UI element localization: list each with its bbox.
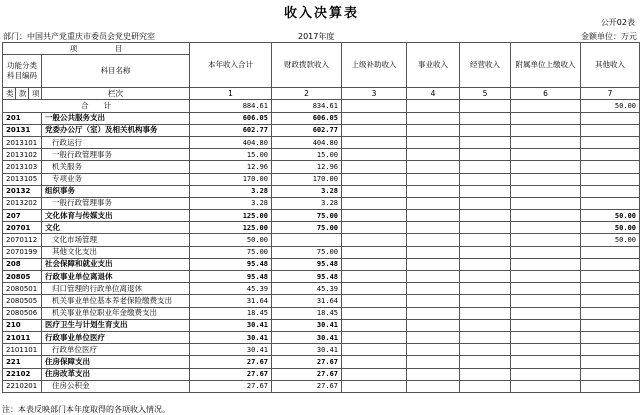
col-header-6: 附属单位上缴收入 bbox=[511, 43, 581, 88]
row-v6 bbox=[511, 222, 581, 234]
row-v2: 606.05 bbox=[272, 112, 342, 124]
row-v6 bbox=[511, 197, 581, 209]
row-v5 bbox=[460, 173, 511, 185]
row-v2: 30.41 bbox=[272, 331, 342, 343]
col-num: 3 bbox=[342, 88, 407, 100]
total-v2: 834.61 bbox=[272, 100, 342, 112]
row-v7: 50.00 bbox=[581, 210, 640, 222]
row-name: 机关事业单位基本养老保险缴费支出 bbox=[42, 295, 190, 307]
row-code: 2070199 bbox=[3, 246, 42, 258]
header-row-item bbox=[3, 43, 640, 55]
table-row bbox=[3, 368, 640, 380]
row-name: 医疗卫生与计划生育支出 bbox=[42, 319, 190, 331]
row-v4 bbox=[407, 319, 460, 331]
row-v7 bbox=[581, 331, 640, 343]
row-v2: 31.64 bbox=[272, 295, 342, 307]
row-v7 bbox=[581, 319, 640, 331]
total-v6 bbox=[511, 100, 581, 112]
row-v2: 15.00 bbox=[272, 149, 342, 161]
row-v1: 50.00 bbox=[190, 234, 272, 246]
table-row bbox=[3, 246, 640, 258]
row-v4 bbox=[407, 344, 460, 356]
row-v7 bbox=[581, 246, 640, 258]
row-v5 bbox=[460, 149, 511, 161]
row-v4 bbox=[407, 283, 460, 295]
table-row bbox=[3, 295, 640, 307]
row-v1: 404.80 bbox=[190, 136, 272, 148]
row-code: 2013103 bbox=[3, 161, 42, 173]
row-name: 专项业务 bbox=[42, 173, 190, 185]
row-v5 bbox=[460, 246, 511, 258]
row-v7 bbox=[581, 185, 640, 197]
row-v3 bbox=[342, 112, 407, 124]
row-v1: 95.48 bbox=[190, 271, 272, 283]
row-name: 党委办公厅（室）及相关机构事务 bbox=[42, 124, 190, 136]
row-v7 bbox=[581, 307, 640, 319]
row-v5 bbox=[460, 380, 511, 392]
table-row bbox=[3, 112, 640, 124]
row-v6 bbox=[511, 136, 581, 148]
row-v4 bbox=[407, 161, 460, 173]
row-v6 bbox=[511, 295, 581, 307]
amount-unit: 金额单位：万元 bbox=[581, 32, 637, 41]
row-v2: 27.67 bbox=[272, 380, 342, 392]
row-v4 bbox=[407, 222, 460, 234]
department-label: 部门：中国共产党重庆市委员会党史研究室 bbox=[3, 32, 155, 41]
row-name: 一般公共服务支出 bbox=[42, 112, 190, 124]
total-v4 bbox=[407, 100, 460, 112]
table-row bbox=[3, 149, 640, 161]
row-v4 bbox=[407, 246, 460, 258]
row-v1: 12.96 bbox=[190, 161, 272, 173]
func-code-header: 功能分类科目编码 bbox=[3, 55, 42, 88]
col-num: 1 bbox=[190, 88, 272, 100]
row-v6 bbox=[511, 283, 581, 295]
row-v5 bbox=[460, 307, 511, 319]
row-name: 住房保障支出 bbox=[42, 356, 190, 368]
row-v7 bbox=[581, 136, 640, 148]
row-v5 bbox=[460, 197, 511, 209]
fiscal-year: 2017年度 bbox=[298, 32, 335, 41]
row-v6 bbox=[511, 271, 581, 283]
row-v6 bbox=[511, 161, 581, 173]
row-v3 bbox=[342, 331, 407, 343]
row-v4 bbox=[407, 197, 460, 209]
row-name: 行政单位医疗 bbox=[42, 344, 190, 356]
row-v3 bbox=[342, 271, 407, 283]
row-v2: 404.80 bbox=[272, 136, 342, 148]
row-v6 bbox=[511, 368, 581, 380]
table-row bbox=[3, 222, 640, 234]
row-v1: 606.05 bbox=[190, 112, 272, 124]
col-header-2: 财政拨款收入 bbox=[272, 43, 342, 88]
table-row bbox=[3, 124, 640, 136]
row-v2: 12.96 bbox=[272, 161, 342, 173]
row-v7 bbox=[581, 197, 640, 209]
row-v5 bbox=[460, 356, 511, 368]
row-v3 bbox=[342, 307, 407, 319]
row-code: 221 bbox=[3, 356, 42, 368]
row-v3 bbox=[342, 258, 407, 270]
row-v1: 125.00 bbox=[190, 222, 272, 234]
row-v6 bbox=[511, 307, 581, 319]
row-v2: 75.00 bbox=[272, 246, 342, 258]
kuan-header: 款 bbox=[16, 88, 29, 100]
table-row bbox=[3, 210, 640, 222]
row-v1: 31.64 bbox=[190, 295, 272, 307]
row-v1: 125.00 bbox=[190, 210, 272, 222]
row-v5 bbox=[460, 271, 511, 283]
table-row bbox=[3, 356, 640, 368]
row-code: 2080505 bbox=[3, 295, 42, 307]
row-v1: 15.00 bbox=[190, 149, 272, 161]
table-row bbox=[3, 283, 640, 295]
row-name: 社会保障和就业支出 bbox=[42, 258, 190, 270]
row-v2: 3.28 bbox=[272, 185, 342, 197]
row-v6 bbox=[511, 331, 581, 343]
lei-header: 类 bbox=[3, 88, 16, 100]
row-v4 bbox=[407, 307, 460, 319]
row-v7 bbox=[581, 173, 640, 185]
row-code: 2080506 bbox=[3, 307, 42, 319]
total-v3 bbox=[342, 100, 407, 112]
row-v5 bbox=[460, 112, 511, 124]
form-number: 公开02表 bbox=[600, 18, 635, 27]
row-v3 bbox=[342, 173, 407, 185]
table-row bbox=[3, 258, 640, 270]
row-code: 2013102 bbox=[3, 149, 42, 161]
row-code: 20132 bbox=[3, 185, 42, 197]
table-row bbox=[3, 319, 640, 331]
row-v1: 30.41 bbox=[190, 331, 272, 343]
total-v1: 884.61 bbox=[190, 100, 272, 112]
row-v2: 95.48 bbox=[272, 271, 342, 283]
row-v5 bbox=[460, 136, 511, 148]
row-v5 bbox=[460, 258, 511, 270]
row-v5 bbox=[460, 344, 511, 356]
row-v6 bbox=[511, 319, 581, 331]
row-name: 其他文化支出 bbox=[42, 246, 190, 258]
row-code: 2013101 bbox=[3, 136, 42, 148]
row-name: 一般行政管理事务 bbox=[42, 197, 190, 209]
row-v3 bbox=[342, 185, 407, 197]
row-v4 bbox=[407, 185, 460, 197]
row-v6 bbox=[511, 234, 581, 246]
row-code: 2013202 bbox=[3, 197, 42, 209]
row-v4 bbox=[407, 112, 460, 124]
row-v1: 3.28 bbox=[190, 197, 272, 209]
col-num: 5 bbox=[460, 88, 511, 100]
row-v6 bbox=[511, 185, 581, 197]
row-v6 bbox=[511, 258, 581, 270]
row-v5 bbox=[460, 210, 511, 222]
row-v3 bbox=[342, 295, 407, 307]
row-v2: 30.41 bbox=[272, 319, 342, 331]
row-name: 归口管理的行政单位离退休 bbox=[42, 283, 190, 295]
table-row bbox=[3, 307, 640, 319]
row-v4 bbox=[407, 173, 460, 185]
row-v1: 30.41 bbox=[190, 344, 272, 356]
row-name: 文化 bbox=[42, 222, 190, 234]
row-code: 210 bbox=[3, 319, 42, 331]
row-code: 2013105 bbox=[3, 173, 42, 185]
total-v5 bbox=[460, 100, 511, 112]
row-v6 bbox=[511, 344, 581, 356]
table-row bbox=[3, 344, 640, 356]
row-v2: 30.41 bbox=[272, 344, 342, 356]
row-name: 文化体育与传媒支出 bbox=[42, 210, 190, 222]
row-v3 bbox=[342, 124, 407, 136]
row-code: 207 bbox=[3, 210, 42, 222]
row-v2: 3.28 bbox=[272, 197, 342, 209]
row-v2: 18.45 bbox=[272, 307, 342, 319]
col-num: 2 bbox=[272, 88, 342, 100]
row-v5 bbox=[460, 222, 511, 234]
row-v2: 27.67 bbox=[272, 356, 342, 368]
row-v7 bbox=[581, 356, 640, 368]
xiang-header: 项 bbox=[29, 88, 42, 100]
col-header-1: 本年收入合计 bbox=[190, 43, 272, 88]
table-row bbox=[3, 380, 640, 392]
row-code: 2070112 bbox=[3, 234, 42, 246]
row-v2: 95.48 bbox=[272, 258, 342, 270]
row-v1: 95.48 bbox=[190, 258, 272, 270]
row-v3 bbox=[342, 197, 407, 209]
row-v1: 170.00 bbox=[190, 173, 272, 185]
row-v3 bbox=[342, 234, 407, 246]
row-v6 bbox=[511, 380, 581, 392]
lanci-row bbox=[3, 88, 640, 100]
row-name: 行政事业单位离退休 bbox=[42, 271, 190, 283]
row-v7 bbox=[581, 258, 640, 270]
col-num: 4 bbox=[407, 88, 460, 100]
row-v2: 75.00 bbox=[272, 210, 342, 222]
row-v6 bbox=[511, 246, 581, 258]
row-v3 bbox=[342, 319, 407, 331]
table-row bbox=[3, 197, 640, 209]
col-header-4: 事业收入 bbox=[407, 43, 460, 88]
row-name: 住房公积金 bbox=[42, 380, 190, 392]
row-v4 bbox=[407, 331, 460, 343]
row-v5 bbox=[460, 319, 511, 331]
row-code: 2210201 bbox=[3, 380, 42, 392]
row-v7 bbox=[581, 161, 640, 173]
row-v7 bbox=[581, 380, 640, 392]
row-v4 bbox=[407, 136, 460, 148]
row-v2: 75.00 bbox=[272, 222, 342, 234]
row-v4 bbox=[407, 210, 460, 222]
row-v2: 170.00 bbox=[272, 173, 342, 185]
col-num: 6 bbox=[511, 88, 581, 100]
row-v7 bbox=[581, 283, 640, 295]
row-v3 bbox=[342, 222, 407, 234]
table-row bbox=[3, 185, 640, 197]
row-name: 行政事业单位医疗 bbox=[42, 331, 190, 343]
row-v6 bbox=[511, 210, 581, 222]
total-v7: 50.00 bbox=[581, 100, 640, 112]
report-title: 收入决算表 bbox=[283, 6, 359, 21]
row-v7 bbox=[581, 124, 640, 136]
subject-name-header: 科目名称 bbox=[42, 55, 190, 88]
row-code: 21011 bbox=[3, 331, 42, 343]
row-v3 bbox=[342, 283, 407, 295]
row-v1: 27.67 bbox=[190, 380, 272, 392]
row-v6 bbox=[511, 112, 581, 124]
row-v5 bbox=[460, 295, 511, 307]
item-header: 项 目 bbox=[3, 43, 190, 55]
row-name: 机关服务 bbox=[42, 161, 190, 173]
row-v1: 45.39 bbox=[190, 283, 272, 295]
row-v5 bbox=[460, 368, 511, 380]
row-code: 208 bbox=[3, 258, 42, 270]
row-code: 2080501 bbox=[3, 283, 42, 295]
income-table bbox=[2, 42, 640, 393]
total-label: 合 计 bbox=[3, 100, 190, 112]
table-row bbox=[3, 136, 640, 148]
row-v2: 27.67 bbox=[272, 368, 342, 380]
row-v4 bbox=[407, 368, 460, 380]
row-v6 bbox=[511, 356, 581, 368]
row-v4 bbox=[407, 149, 460, 161]
row-v6 bbox=[511, 124, 581, 136]
row-v3 bbox=[342, 161, 407, 173]
row-v4 bbox=[407, 380, 460, 392]
col-header-3: 上级补助收入 bbox=[342, 43, 407, 88]
row-v7 bbox=[581, 271, 640, 283]
row-v7: 50.00 bbox=[581, 234, 640, 246]
row-v5 bbox=[460, 185, 511, 197]
row-v4 bbox=[407, 234, 460, 246]
row-v1: 30.41 bbox=[190, 319, 272, 331]
row-v4 bbox=[407, 124, 460, 136]
row-code: 22102 bbox=[3, 368, 42, 380]
row-v1: 602.77 bbox=[190, 124, 272, 136]
lanci-label: 栏次 bbox=[42, 88, 190, 100]
row-name: 一般行政管理事务 bbox=[42, 149, 190, 161]
row-v2: 602.77 bbox=[272, 124, 342, 136]
row-v3 bbox=[342, 136, 407, 148]
table-row bbox=[3, 234, 640, 246]
col-num: 7 bbox=[581, 88, 640, 100]
row-v7: 50.00 bbox=[581, 222, 640, 234]
col-header-5: 经营收入 bbox=[460, 43, 511, 88]
row-v5 bbox=[460, 234, 511, 246]
row-v4 bbox=[407, 356, 460, 368]
table-row bbox=[3, 161, 640, 173]
row-v7 bbox=[581, 112, 640, 124]
row-code: 20131 bbox=[3, 124, 42, 136]
row-v4 bbox=[407, 258, 460, 270]
row-v7 bbox=[581, 295, 640, 307]
row-code: 201 bbox=[3, 112, 42, 124]
row-v6 bbox=[511, 149, 581, 161]
row-v3 bbox=[342, 368, 407, 380]
row-name: 组织事务 bbox=[42, 185, 190, 197]
row-v5 bbox=[460, 283, 511, 295]
row-v3 bbox=[342, 246, 407, 258]
total-row bbox=[3, 100, 640, 112]
table-row bbox=[3, 271, 640, 283]
row-v5 bbox=[460, 161, 511, 173]
table-row bbox=[3, 331, 640, 343]
row-v1: 18.45 bbox=[190, 307, 272, 319]
row-v3 bbox=[342, 344, 407, 356]
row-v6 bbox=[511, 173, 581, 185]
row-v3 bbox=[342, 380, 407, 392]
col-header-7: 其他收入 bbox=[581, 43, 640, 88]
row-name: 住房改革支出 bbox=[42, 368, 190, 380]
table-row bbox=[3, 173, 640, 185]
row-v2 bbox=[272, 234, 342, 246]
row-v3 bbox=[342, 210, 407, 222]
row-v3 bbox=[342, 356, 407, 368]
row-v1: 75.00 bbox=[190, 246, 272, 258]
row-v7 bbox=[581, 368, 640, 380]
row-v1: 3.28 bbox=[190, 185, 272, 197]
row-code: 20805 bbox=[3, 271, 42, 283]
row-v3 bbox=[342, 149, 407, 161]
row-v7 bbox=[581, 344, 640, 356]
row-v5 bbox=[460, 331, 511, 343]
row-v4 bbox=[407, 271, 460, 283]
row-code: 20701 bbox=[3, 222, 42, 234]
row-v1: 27.67 bbox=[190, 356, 272, 368]
row-v2: 45.39 bbox=[272, 283, 342, 295]
row-v7 bbox=[581, 149, 640, 161]
row-name: 行政运行 bbox=[42, 136, 190, 148]
row-name: 文化市场管理 bbox=[42, 234, 190, 246]
row-name: 机关事业单位职业年金缴费支出 bbox=[42, 307, 190, 319]
row-v4 bbox=[407, 295, 460, 307]
row-code: 2101101 bbox=[3, 344, 42, 356]
footnote: 注：本表反映部门本年度取得的各项收入情况。 bbox=[2, 405, 170, 414]
row-v5 bbox=[460, 124, 511, 136]
row-v1: 27.67 bbox=[190, 368, 272, 380]
